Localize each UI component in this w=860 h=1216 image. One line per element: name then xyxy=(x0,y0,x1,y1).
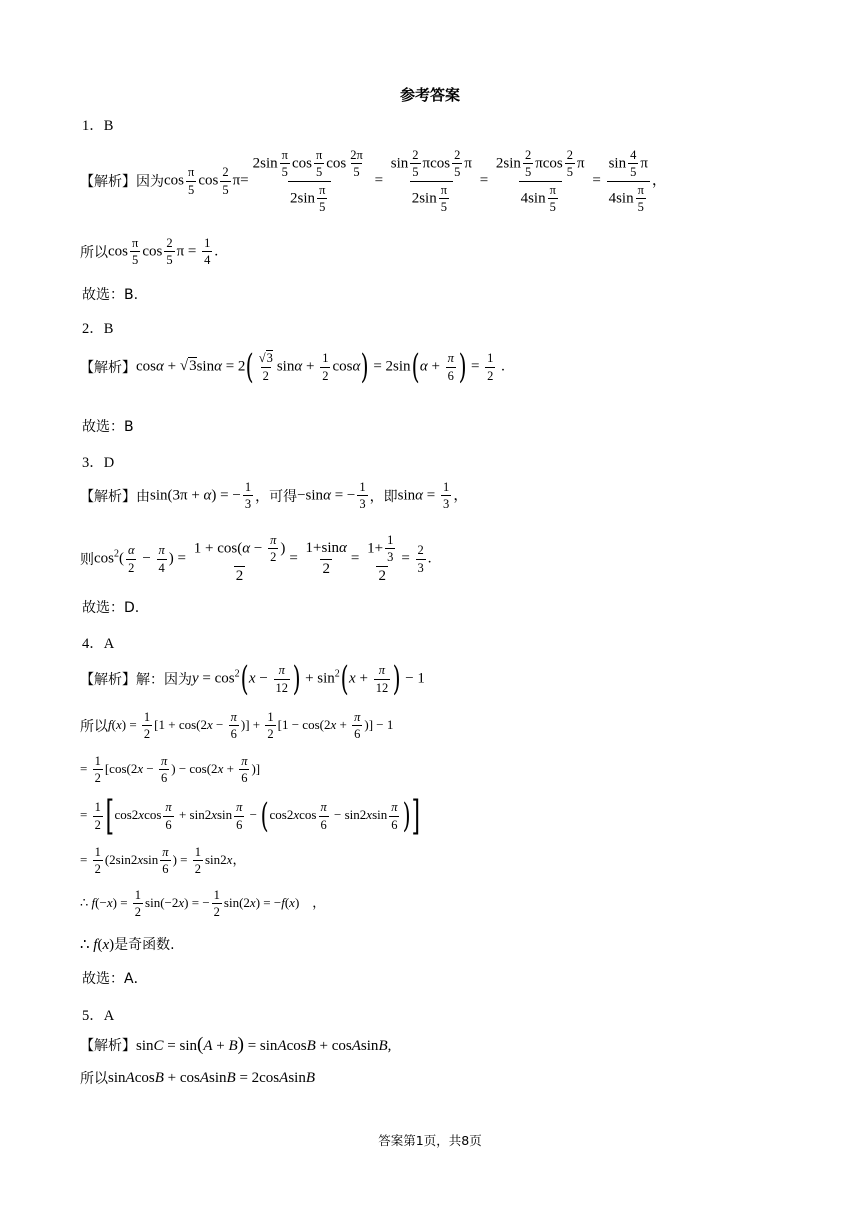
answer-5-number: 5．A xyxy=(82,1008,115,1024)
answer-5-analysis xyxy=(80,1034,391,1056)
answer-4-step5 xyxy=(80,888,325,920)
conclusion-lead: 所以 xyxy=(80,244,108,261)
answer-1-choice: 故选：B. xyxy=(82,287,139,303)
answer-4-number: 4．A xyxy=(82,636,115,652)
answer-3-derivation xyxy=(80,533,432,585)
formula-3c: sinα = $\frac{1}{3}$ ， xyxy=(397,480,469,512)
answer-3-number: 3．D xyxy=(82,455,115,471)
analysis-then: 则 xyxy=(80,552,94,568)
analysis-so: 所以 xyxy=(80,718,108,735)
answer-4-step3 xyxy=(80,793,420,839)
answer-4-analysis xyxy=(80,659,425,699)
formula-5b: sinAcosB + cosAsinB = 2cosAsinB xyxy=(108,1069,316,1086)
analysis-so: 所以 xyxy=(80,1071,108,1087)
analysis-label: 【解析】 xyxy=(80,174,136,191)
answer-2-choice: 故选：B xyxy=(82,419,134,435)
formula-4e: = $\frac{1}{2}$ (2sin2xsin $\frac{\pi}{6}$ ) = $\frac{1}{2}$ sin2x， xyxy=(80,845,246,877)
analysis-mid1: ，可得 xyxy=(255,488,298,505)
formula-3b: −sinα = − $\frac{1}{3}$ xyxy=(297,480,366,512)
analysis-lead: 解：因为 xyxy=(136,672,192,688)
analysis-lead: 因为 xyxy=(136,174,164,191)
answer-4-conclusion xyxy=(80,934,175,954)
analysis-label: 【解析】 xyxy=(80,488,136,505)
page-title: 参考答案 xyxy=(399,86,460,104)
answer-3-choice: 故选：D. xyxy=(82,600,140,616)
answer-1-conclusion xyxy=(80,236,218,268)
page-footer: 答案第1页，共8页 xyxy=(378,1133,482,1148)
formula-1: cos $\frac{\pi}{5}$ cos $\frac{2}{5}$ π= 2sin $\frac{\pi}{5}$ cos $\frac{\pi}{5}$ cos $\frac{2\pi}{5}$ 2sin $\frac{\pi}{5}$ = sin $\frac{2}{5}$ πcos $\frac{2}{5}$ π 2sin $\frac{\pi}{5}$ = 2sin $\frac{2}{5}$ πcos $\frac{2}{5}$ π 4sin $\frac{\pi}{5}$ = sin $\frac{4}{5}$ π 4sin $\frac{\pi}{5}$ ， xyxy=(164,148,667,215)
formula-3d: $\cos^2$( $\frac{\alpha}{2}$ − $\frac{\pi}{4}$ ) = 1 + cos(α − $\frac{\pi}{2}$ ) 2 = $\frac{1+\sin\alpha}{2}$ = 1+ $\frac{1}{3}$ 2 = $\frac{2}{3}$ . xyxy=(94,533,432,584)
odd-function-text: 是奇函数. xyxy=(114,937,175,953)
answer-1-analysis xyxy=(80,148,667,215)
answer-1-number: 1．B xyxy=(82,118,114,134)
answer-4-step4 xyxy=(80,845,245,877)
answer-2-analysis xyxy=(80,347,505,387)
analysis-label: 【解析】 xyxy=(80,672,136,688)
formula-1-result: cos $\frac{\pi}{5}$ cos $\frac{2}{5}$ π = $\frac{1}{4}$ . xyxy=(108,236,219,268)
formula-4c: = $\frac{1}{2}$ [cos(2x − $\frac{\pi}{6}$ ) − cos(2x + $\frac{\pi}{6}$ )] xyxy=(80,754,261,786)
formula-4f: ∴ f(−x) = $\frac{1}{2}$ sin(−2x) = − $\frac{1}{2}$ sin(2x) = −f(x) ， xyxy=(80,888,326,920)
analysis-label: 【解析】 xyxy=(80,1038,136,1054)
answer-3-analysis xyxy=(80,480,468,512)
answer-2-number: 2．B xyxy=(82,321,114,337)
answer-5-step xyxy=(80,1068,315,1088)
analysis-mid2: ，即 xyxy=(369,488,398,505)
formula-3a: sin(3π + α) = − $\frac{1}{3}$ xyxy=(150,480,252,512)
formula-5a: sinC = sin(A + B) = sinAcosB + cosAsinB, xyxy=(136,1034,392,1055)
answer-4-step2 xyxy=(80,754,260,786)
analysis-lead: 由 xyxy=(136,488,150,505)
formula-2: cosα + √3sinα = 2( $\frac{√3}{2}$ sinα + $\frac{1}{2}$ cosα) = 2sin(α + $\frac{\pi}{6}$ ) = $\frac{1}{2}$ . xyxy=(136,347,505,387)
formula-4g: ∴ f(x) xyxy=(80,936,115,953)
formula-4b: f(x) = $\frac{1}{2}$ [1 + cos(2x − $\frac{\pi}{6}$ )] + $\frac{1}{2}$ [1 − cos(2x + $\frac{\pi}{6}$ )] − 1 xyxy=(108,710,394,742)
analysis-label: 【解析】 xyxy=(80,360,136,376)
answer-4-choice: 故选：A． xyxy=(82,971,148,987)
formula-4a: $y = \cos^2(x$ − $\frac{\pi}{12}$ ) + $\sin^2(x$ + $\frac{\pi}{12}$ ) − 1 xyxy=(192,659,425,699)
answer-4-step1 xyxy=(80,710,393,742)
formula-4d: = $\frac{1}{2}$ [cos2xcos $\frac{\pi}{6}$ + sin2xsin $\frac{\pi}{6}$ − (cos2xcos $\frac{\pi}{6}$ − sin2xsin $\frac{\pi}{6}$ )] xyxy=(80,793,420,839)
